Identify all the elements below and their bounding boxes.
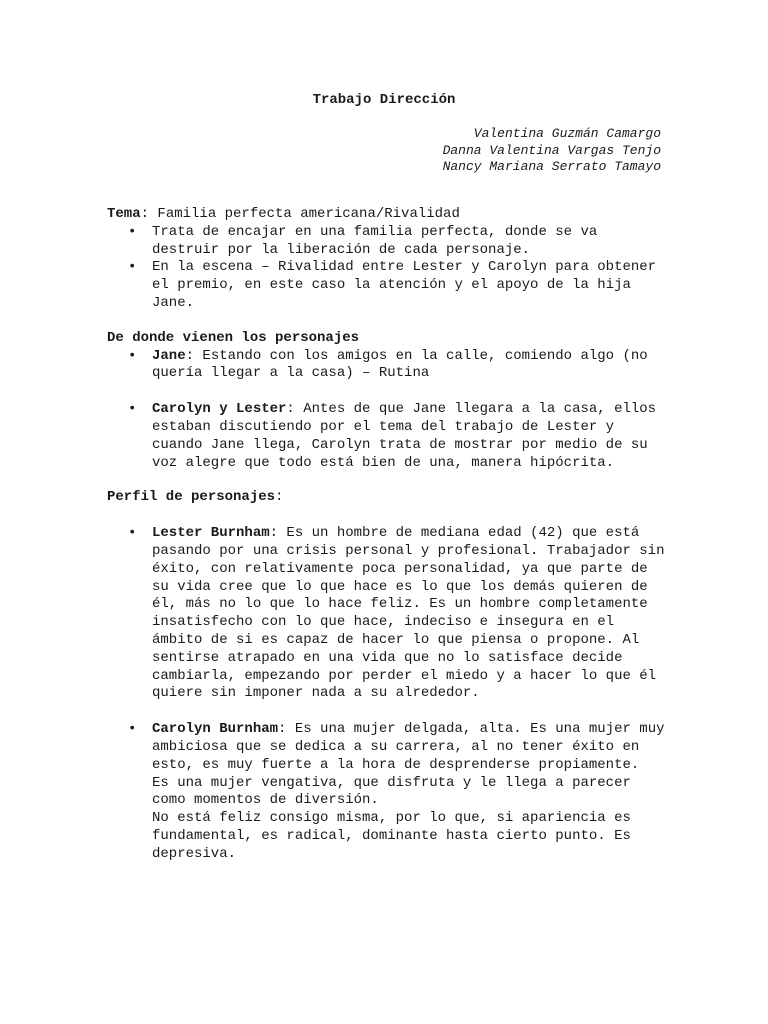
list-item-text: : Estando con los amigos en la calle, comiendo algo (no quería llegar a la casa) – Rutina xyxy=(152,347,648,382)
bullet-icon: • xyxy=(128,525,137,542)
perfil-heading-text: Perfil de personajes xyxy=(107,489,276,506)
document-body xyxy=(107,206,667,864)
author-name: Danna Valentina Vargas Tenjo xyxy=(442,142,661,158)
tema-bullet-list xyxy=(107,224,667,313)
origen-heading xyxy=(107,330,667,348)
author-name: Nancy Mariana Serrato Tamayo xyxy=(442,159,661,174)
tema-heading xyxy=(107,206,667,224)
list-item xyxy=(107,721,667,863)
perfil-heading xyxy=(107,489,667,507)
origen-list-2 xyxy=(107,401,667,472)
bullet-icon: • xyxy=(128,223,137,240)
character-name: Carolyn Burnham xyxy=(152,721,279,738)
list-item-text: : Antes de que Jane llegara a la casa, ellos estaban discutiendo por el tema del trabajo de Lester y cuando Jane llega, Carolyn trata de mostrar por medio de su voz alegre que todo está bien de una, manera hipócrita. xyxy=(152,401,657,471)
character-name: Lester Burnham xyxy=(152,525,270,542)
character-name: Carolyn y Lester xyxy=(152,401,287,418)
list-item xyxy=(107,259,667,312)
origen-heading-text: De donde vienen los personajes xyxy=(107,329,360,346)
list-item-text: : Es una mujer delgada, alta. Es una mujer muy ambiciosa que se dedica a su carrera, al no tener éxito en esto, es muy fuerte a la hora de desprenderse propiamente. Es una mujer vengativa, que disfruta y le llega a parecer como momentos de diversión. No está feliz consigo misma, por lo que, si apariencia es fundamental, es radical, dominante hasta cierto punto. Es depresiva. xyxy=(152,721,665,862)
list-item xyxy=(107,348,667,384)
author-name: Valentina Guzmán Camargo xyxy=(473,126,661,141)
author-list xyxy=(443,126,661,176)
perfil-list-2 xyxy=(107,721,667,863)
origen-list xyxy=(107,348,667,384)
bullet-icon: • xyxy=(128,347,137,364)
bullet-icon: • xyxy=(128,259,137,276)
perfil-list xyxy=(107,525,667,703)
perfil-heading-suffix: : xyxy=(275,489,284,506)
list-item-text: Trata de encajar en una familia perfecta, donde se va destruir por la liberación de cada personaje. xyxy=(152,223,598,258)
tema-text: : Familia perfecta americana/Rivalidad xyxy=(140,206,460,222)
list-item-text: : Es un hombre de mediana edad (42) que está pasando por una crisis personal y profesional. Trabajador sin éxito, con relativamente poca personalidad, ya que parte de su vida cree que lo que hace es lo que los demás quieren de él, más no lo que lo hace feliz. Es un hombre completamente insatisfecho con lo que hace, indeciso e insegura en el ámbito de si es capaz de hacer lo que piensa o propone. Al sentirse atrapado en una vida que no lo satisface decide cambiarla, empezando por perder el miedo y a hacer lo que él quiere sin imponer nada a su alrededor. xyxy=(152,525,665,702)
list-item xyxy=(107,224,667,260)
list-item xyxy=(107,401,667,472)
bullet-icon: • xyxy=(128,401,137,418)
list-item xyxy=(107,525,667,703)
character-name: Jane xyxy=(152,347,186,364)
list-item-text: En la escena – Rivalidad entre Lester y Carolyn para obtener el premio, en este caso la atención y el apoyo de la hija Jane. xyxy=(152,259,657,311)
bullet-icon: • xyxy=(128,721,137,738)
tema-label: Tema xyxy=(107,206,141,222)
document-title: Trabajo Dirección xyxy=(312,92,456,108)
